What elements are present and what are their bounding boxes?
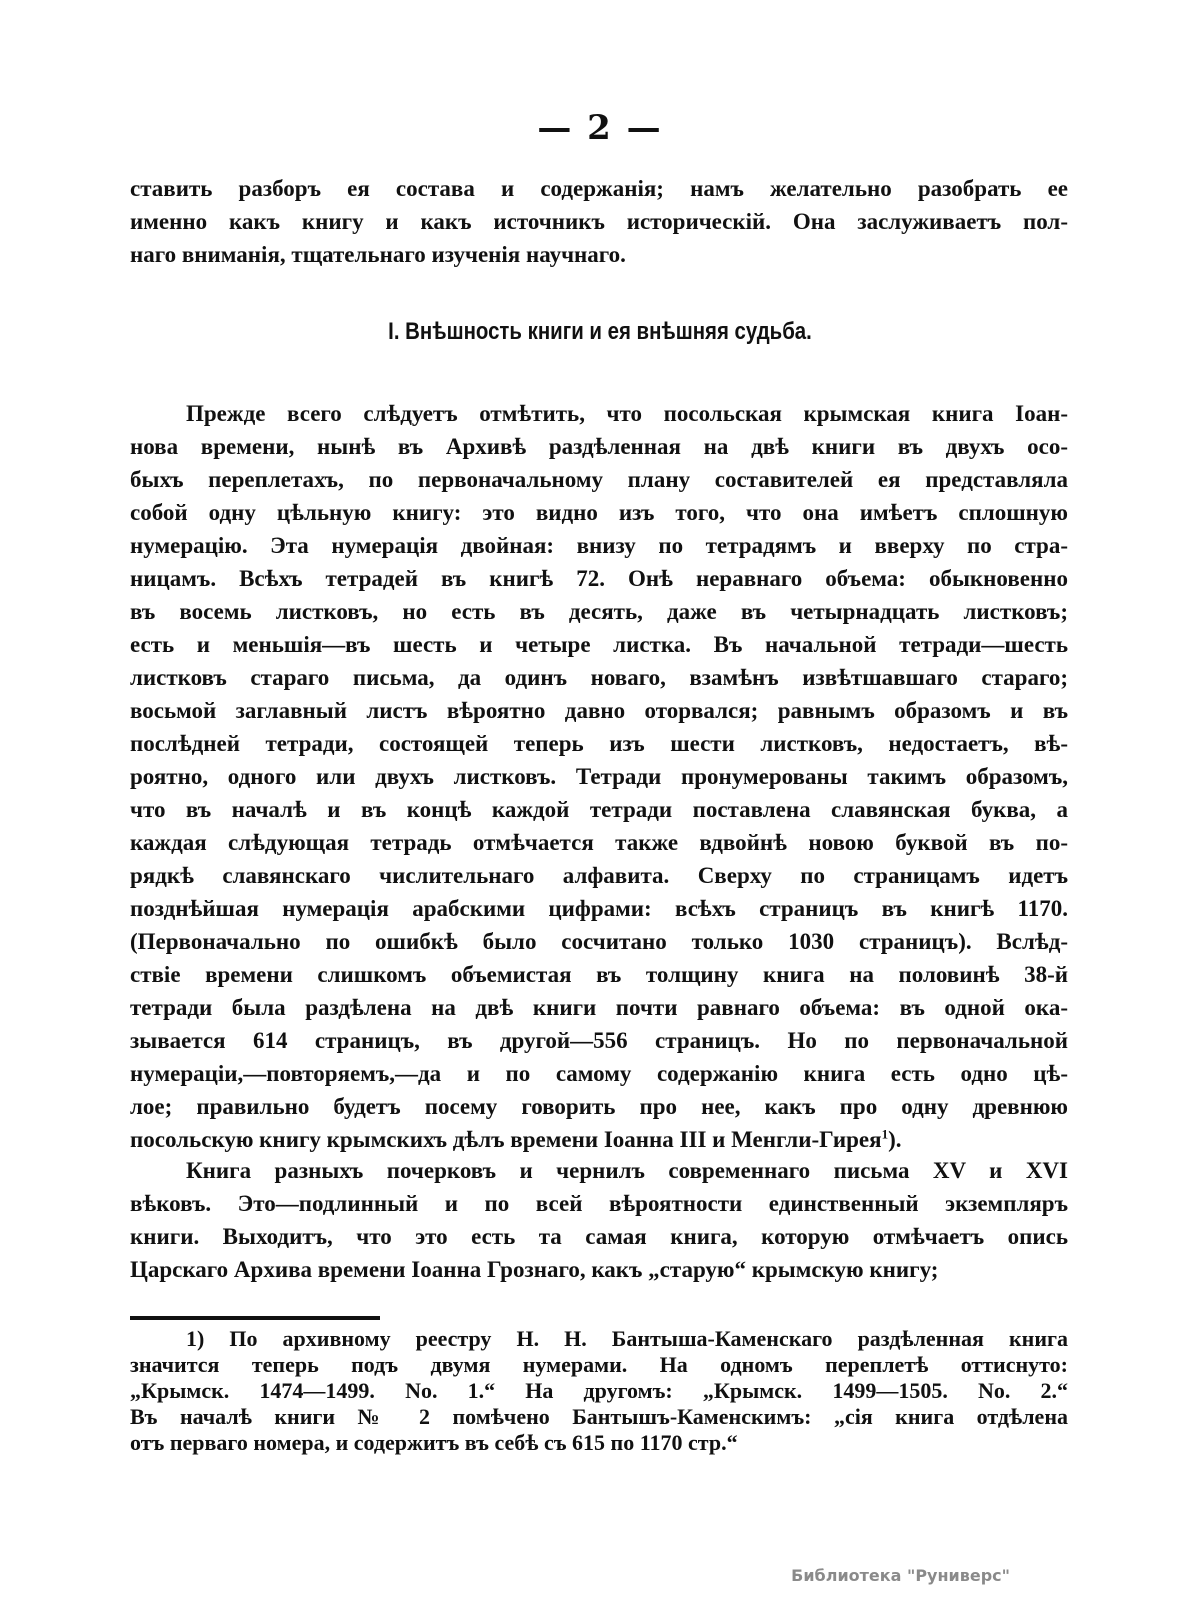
text-line: Книга разныхъ почерковъ и чернилъ современнаго письма XV и XVI xyxy=(186,1158,1068,1183)
text-line: роятно, одного или двухъ листковъ. Тетради пронумерованы такимъ образомъ, xyxy=(130,764,1068,789)
text-line: восьмой заглавный листъ вѣроятно давно оторвался; равнымъ образомъ и въ xyxy=(130,698,1068,723)
text-line: рядкѣ славянскаго числительнаго алфавита. Сверху по страницамъ идетъ xyxy=(130,863,1068,888)
text-line: зывается 614 страницъ, въ другой—556 страницъ. Но по первоначальной xyxy=(130,1028,1068,1053)
text-line: нова времени, нынѣ въ Архивѣ раздѣленная на двѣ книги въ двухъ осо- xyxy=(130,434,1068,459)
footnote xyxy=(130,1326,1068,1456)
text-line: 1) По архивному реестру Н. Н. Бантыша-Каменскаго раздѣленная книга xyxy=(186,1326,1068,1351)
text-fragment: ). xyxy=(888,1127,902,1152)
text-line: въ восемь листковъ, но есть въ десять, даже въ четырнадцать листковъ; xyxy=(130,599,1068,624)
text-line: Прежде всего слѣдуетъ отмѣтить, что посольская крымская книга Іоан- xyxy=(186,401,1068,426)
footnote-marker: 1) xyxy=(186,1326,230,1351)
page-number: — 2 — xyxy=(537,108,663,148)
text-line: нумерацію. Эта нумерація двойная: внизу по тетрадямъ и вверху по стра- xyxy=(130,533,1068,558)
section-heading: I. Внѣшность книги и ея внѣшняя судьба. xyxy=(388,318,812,345)
text-line: значится теперь подъ двумя нумерами. На одномъ переплетѣ оттиснуто: xyxy=(130,1352,1068,1377)
paragraph-2 xyxy=(130,1154,1068,1286)
text-line: есть и меньшія—въ шесть и четыре листка. Въ начальной тетради—шесть xyxy=(130,632,1068,657)
footnote-divider xyxy=(130,1316,380,1320)
text-line: отъ перваго номера, и содержитъ въ себѣ съ 615 по 1170 стр.“ xyxy=(130,1430,738,1455)
text-line: посольскую книгу крымскихъ дѣлъ времени Іоанна III и Менгли-Гирея$^1$). xyxy=(130,1126,902,1152)
text-line: каждая слѣдующая тетрадь отмѣчается также вдвойнѣ новою буквой въ по- xyxy=(130,830,1068,855)
text-line: ницамъ. Всѣхъ тетрадей въ книгѣ 72. Онѣ неравнаго объема: обыкновенно xyxy=(130,566,1068,591)
text-line: ставить разборъ ея состава и содержанія; намъ желательно разобрать ее xyxy=(130,176,1068,201)
text-line: Въ началѣ книги № 2 помѣчено Бантышъ-Каменскимъ: „сія книга отдѣлена xyxy=(130,1404,1068,1429)
footnote-reference[interactable]: 1 xyxy=(881,1126,889,1142)
text-line: книги. Выходитъ, что это есть та самая книга, которую отмѣчаетъ опись xyxy=(130,1224,1068,1249)
text-line: что въ началѣ и въ концѣ каждой тетради поставлена славянская буква, а xyxy=(130,797,1068,822)
text-line: нумераціи,—повторяемъ,—да и по самому содержанію книга есть одно цѣ- xyxy=(130,1061,1068,1086)
text-line: лое; правильно будетъ посему говорить про нее, какъ про одну древнюю xyxy=(130,1094,1068,1119)
text-line: послѣдней тетради, состоящей теперь изъ шести листковъ, недостаетъ, вѣ- xyxy=(130,731,1068,756)
text-line: тетради была раздѣлена на двѣ книги почти равнаго объема: въ одной ока- xyxy=(130,995,1068,1020)
intro-paragraph xyxy=(130,172,1068,271)
text-line: наго вниманія, тщательнаго изученія научнаго. xyxy=(130,242,626,267)
text-line: листковъ стараго письма, да одинъ новаго, взамѣнъ извѣтшавшаго стараго; xyxy=(130,665,1068,690)
text-line: быхъ переплетахъ, по первоначальному плану составителей ея представляла xyxy=(130,467,1068,492)
text-line: позднѣйшая нумерація арабскими цифрами: всѣхъ страницъ въ книгѣ 1170. xyxy=(130,896,1068,921)
text-line: ствіе времени слишкомъ объемистая въ толщину книга на половинѣ 38-й xyxy=(130,962,1068,987)
text-line: именно какъ книгу и какъ источникъ историческій. Она заслуживаетъ пол- xyxy=(130,209,1068,234)
text-line: „Крымск. 1474—1499. No. 1.“ На другомъ: „Крымск. 1499—1505. No. 2.“ xyxy=(130,1378,1068,1403)
library-watermark: Библиотека "Руниверс" xyxy=(791,1566,1010,1585)
text-line: вѣковъ. Это—подлинный и по всей вѣроятности единственный экземпляръ xyxy=(130,1191,1068,1216)
paragraph-1 xyxy=(130,397,1068,1156)
text-line: собой одну цѣльную книгу: это видно изъ того, что она имѣетъ сплошную xyxy=(130,500,1068,525)
text-line: Царскаго Архива времени Іоанна Грознаго, какъ „старую“ крымскую книгу; xyxy=(130,1257,939,1282)
text-line: (Первоначально по ошибкѣ было сосчитано только 1030 страницъ). Вслѣд- xyxy=(130,929,1068,954)
